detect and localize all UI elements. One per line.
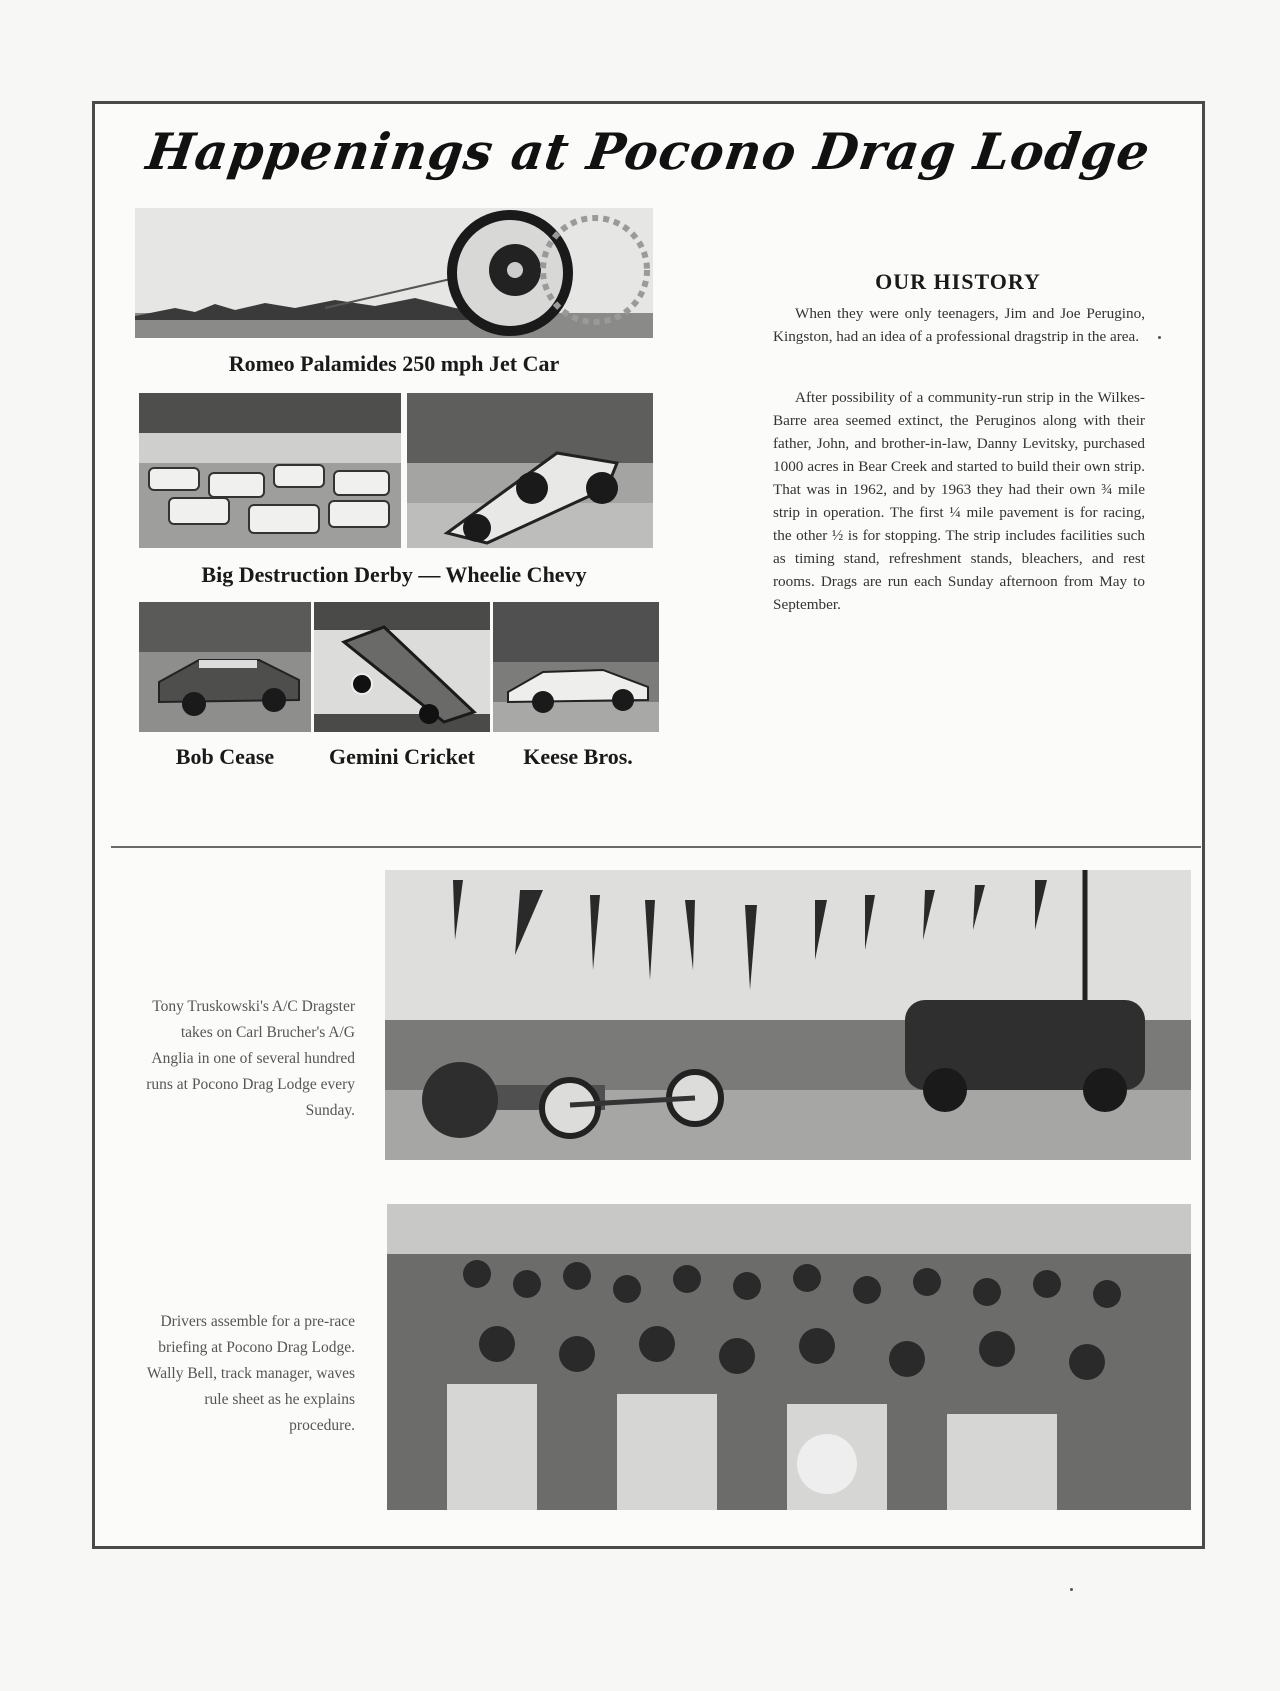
history-paragraph-2: After possibility of a community-run strip in the Wilkes-Barre area seemed extinct, the Peruginos along with their father, John, and brother-in-law, Danny Levitsky, purchased 1000 acres in Bear Creek and started to build their own strip. That was in 1962, and by 1963 they had their own ¾ mile strip in operation. The first ¼ mile pavement is for racing, the other ½ is for stopping. The strip includes facilities such as timing stand, refreshment stands, bleachers, and rest rooms. Drags are run each Sunday afternoon from May to September. xyxy=(773,389,1145,613)
bob-cease-caption: Bob Cease xyxy=(175,744,275,769)
keese-bros-photo xyxy=(493,602,659,732)
jet-car-photo xyxy=(135,208,653,338)
section-divider xyxy=(111,846,1201,848)
page-speck xyxy=(1070,1588,1073,1591)
keese-bros-caption: Keese Bros. xyxy=(523,744,633,769)
page-title: Happenings at Pocono Drag Lodge xyxy=(142,122,1155,181)
bob-cease-photo xyxy=(139,602,311,732)
wheelie-chevy-photo xyxy=(407,393,653,548)
page-frame xyxy=(92,101,1205,1549)
drivers-briefing-photo xyxy=(387,1204,1191,1510)
briefing-caption: Drivers assemble for a pre-race briefing at Pocono Drag Lodge. Wally Bell, track manager, waves rule sheet as he explains procedure. xyxy=(146,1313,355,1434)
margin-mark xyxy=(1158,336,1161,339)
destruction-derby-photo xyxy=(139,393,401,548)
history-paragraph-1: When they were only teenagers, Jim and Joe Perugino, Kingston, had an idea of a professional dragstrip in the area. xyxy=(773,305,1145,345)
derby-wheelie-caption: Big Destruction Derby — Wheelie Chevy xyxy=(201,562,587,587)
gemini-cricket-photo xyxy=(314,602,490,732)
dragster-race-photo xyxy=(385,870,1191,1160)
history-heading: OUR HISTORY xyxy=(875,269,1041,294)
gemini-cricket-caption: Gemini Cricket xyxy=(328,744,476,769)
dragster-caption: Tony Truskowski's A/C Dragster takes on Carl Brucher's A/G Anglia in one of several hundred runs at Pocono Drag Lodge every Sunday. xyxy=(146,998,355,1119)
jet-car-caption: Romeo Palamides 250 mph Jet Car xyxy=(228,351,560,376)
